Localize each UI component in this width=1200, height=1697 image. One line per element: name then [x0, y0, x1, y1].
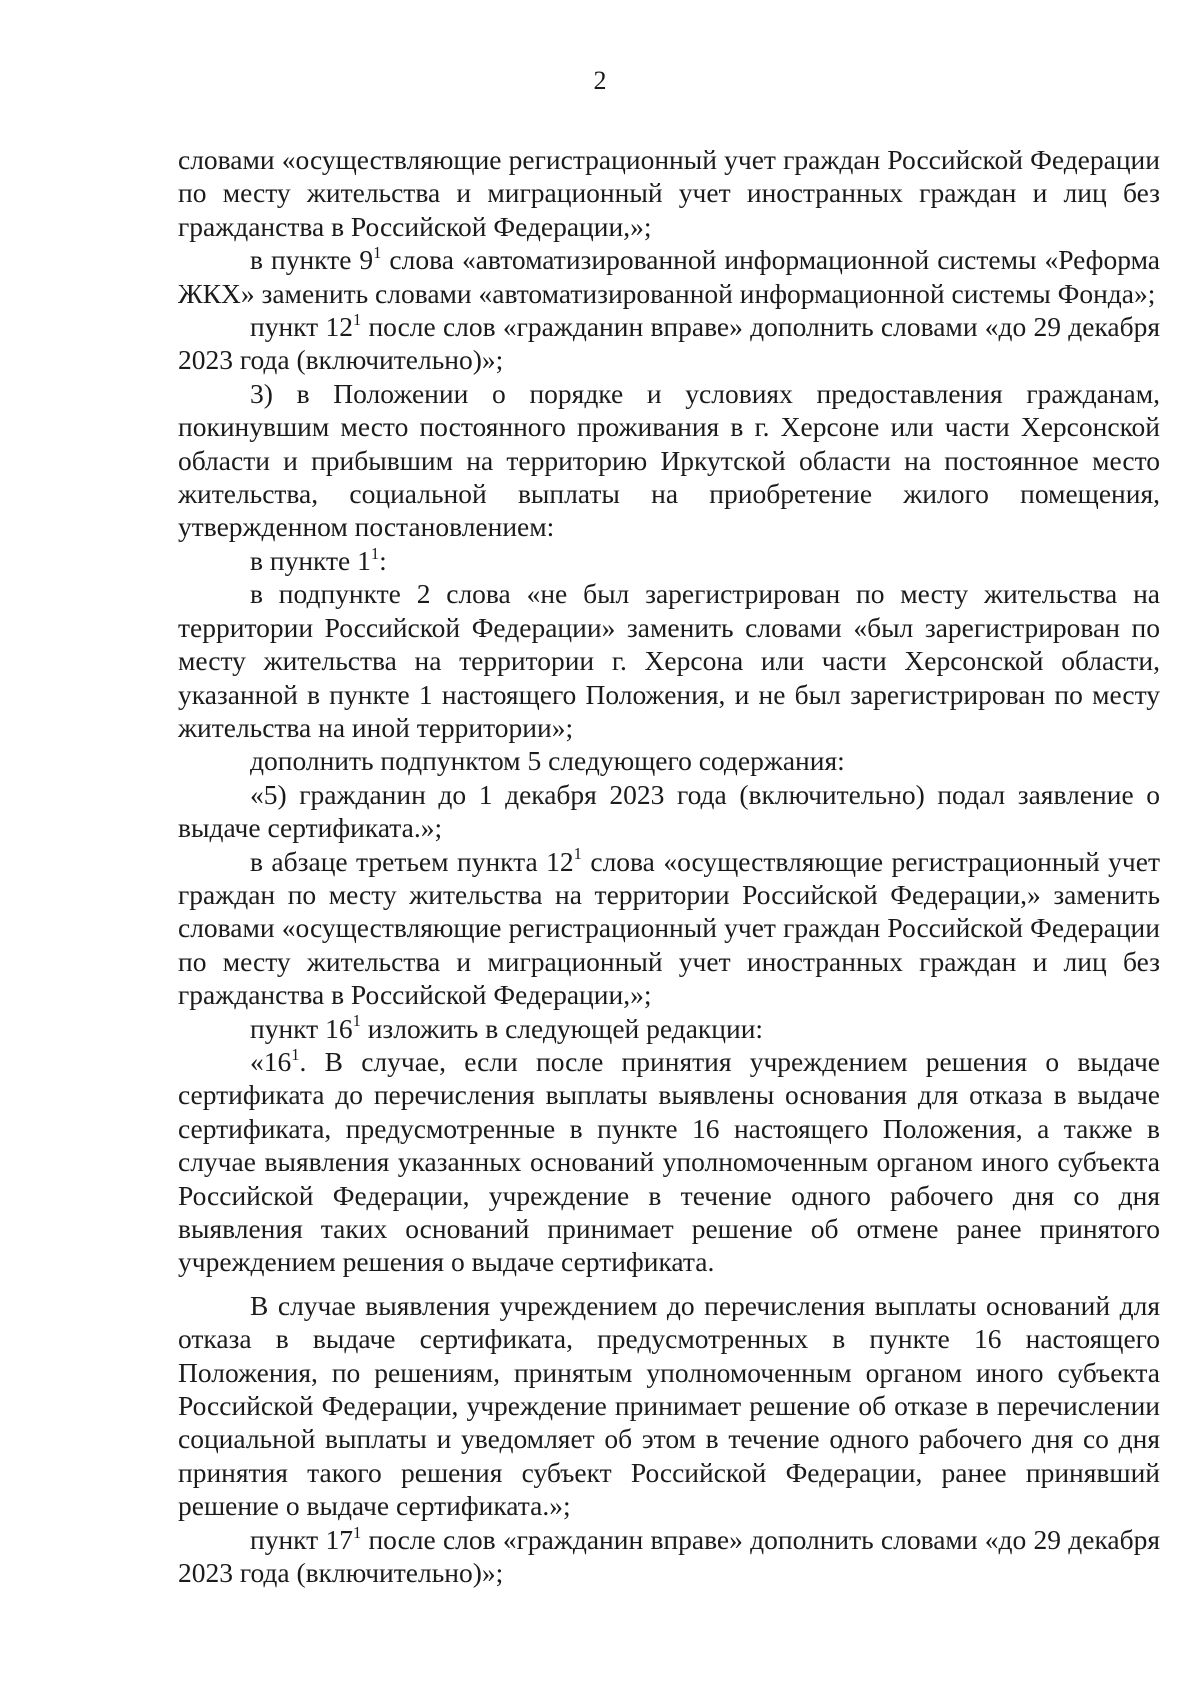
superscript-index: 1	[352, 1522, 362, 1542]
paragraph-text: «16	[250, 1045, 292, 1077]
paragraph-text: «5) гражданин до 1 декабря 2023 года (включительно) подал заявление о выдаче сертификата.»;	[178, 778, 1160, 844]
paragraph	[178, 1012, 1160, 1045]
paragraph	[178, 1289, 1160, 1523]
paragraph-text: слова «осуществляющие регистрационный учет граждан по месту жительства на территории Российской Федерации,» заменить словами «осуществляющие регистрационный учет граждан Российской Федерации по месту жительства и миграционный учет иностранных граждан и лиц без гражданства в Российской Федерации,»;	[178, 845, 1160, 1011]
superscript-index: 1	[291, 1044, 300, 1064]
superscript-index: 1	[352, 309, 362, 329]
superscript-index: 1	[352, 1011, 361, 1031]
paragraph	[178, 778, 1160, 845]
paragraph-text: :	[379, 544, 387, 576]
paragraph-text: пункт 12	[250, 311, 353, 343]
superscript-index: 1	[573, 844, 582, 864]
paragraph-text: пункт 16	[250, 1012, 353, 1044]
paragraph-text: в пункте 9	[250, 244, 374, 276]
paragraph-text: . В случае, если после принятия учреждением решения о выдаче сертификата до перечисления выплаты выявлены основания для отказа в выдаче сертификата, предусмотренные в пункте 16 настоящего Положения, а также в случае выявления указанных оснований уполномоченным органом иного субъекта Российской Федерации, учреждение в течение одного рабочего дня со дня выявления таких оснований принимает решение об отмене ранее принятого учреждением решения о выдаче сертификата.	[178, 1045, 1160, 1278]
paragraph-text: словами «осуществляющие регистрационный учет граждан Российской Федерации по месту жительства и миграционный учет иностранных граждан и лиц без гражданства в Российской Федерации,»;	[178, 144, 1160, 242]
paragraph	[178, 377, 1160, 544]
paragraph	[178, 544, 1160, 577]
paragraph	[178, 310, 1160, 377]
paragraph	[178, 577, 1160, 744]
document-body	[178, 143, 1160, 1589]
paragraph-text: после слов «гражданин вправе» дополнить словами «до 29 декабря 2023 года (включительно)»;	[178, 311, 1161, 376]
paragraph	[178, 1523, 1160, 1590]
paragraph-text: в подпункте 2 слова «не был зарегистрирован по месту жительства на территории Российской Федерации» заменить словами «был зарегистрирован по месту жительства на территории г. Херсона или части Херсонской области, указанной в пункте 1 настоящего Положения, и не был зарегистрирован по месту жительства на иной территории»;	[178, 578, 1160, 743]
page-number: 2	[593, 66, 607, 95]
paragraph-text: в абзаце третьем пункта 12	[250, 845, 574, 877]
paragraph-text: после слов «гражданин вправе» дополнить словами «до 29 декабря 2023 года (включительно)»;	[178, 1523, 1161, 1589]
paragraph	[178, 1045, 1160, 1279]
superscript-index: 1	[373, 243, 382, 263]
paragraph	[178, 143, 1160, 243]
paragraph	[178, 845, 1160, 1012]
paragraph	[178, 744, 1160, 777]
paragraph-text: дополнить подпунктом 5 следующего содержания:	[250, 745, 845, 777]
paragraph-text: В случае выявления учреждением до перечисления выплаты оснований для отказа в выдаче сертификата, предусмотренных в пункте 16 настоящего Положения, по решениям, принятым уполномоченным органом иного субъекта Российской Федерации, учреждение принимает решение об отказе в перечислении социальной выплаты и уведомляет об этом в течение одного рабочего дня со дня принятия такого решения субъект Российской Федерации, ранее принявший решение о выдаче сертификата.»;	[178, 1289, 1160, 1522]
paragraph-text: 3) в Положении о порядке и условиях предоставления гражданам, покинувшим место постоянного проживания в г. Херсоне или части Херсонской области и прибывшим на территорию Иркутской области на постоянное место жительства, социальной выплаты на приобретение жилого помещения, утвержденном постановлением:	[178, 377, 1160, 543]
paragraph-text: в пункте 1	[250, 544, 371, 576]
paragraph-text: пункт 17	[250, 1523, 353, 1555]
superscript-index: 1	[370, 543, 380, 563]
paragraph-text: изложить в следующей редакции:	[360, 1012, 764, 1044]
paragraph	[178, 243, 1160, 310]
paragraph-text: слова «автоматизированной информационной системы «Реформа ЖКХ» заменить словами «автоматизированной информационной системы Фонда»;	[178, 244, 1161, 309]
